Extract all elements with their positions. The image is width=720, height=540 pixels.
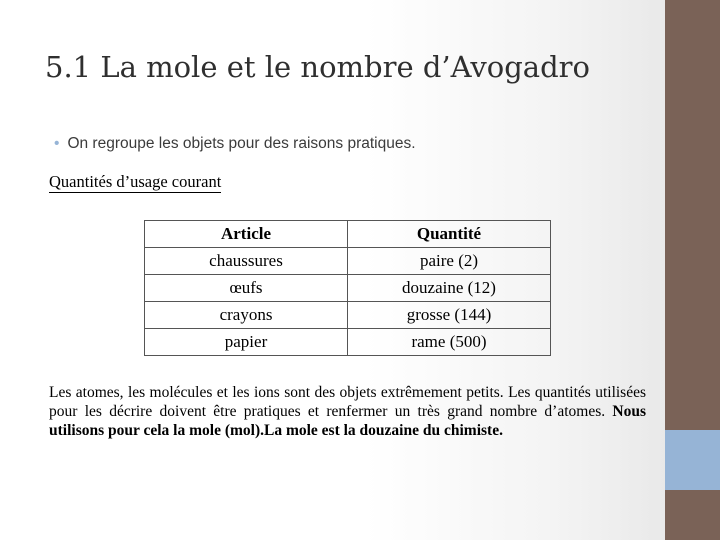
- header-quantite: Quantité: [348, 221, 551, 248]
- table-header-row: [145, 221, 551, 248]
- bullet-text: On regroupe les objets pour des raisons pratiques.: [67, 135, 416, 152]
- table-cell-article: œufs: [145, 275, 348, 302]
- paragraph-text: Les atomes, les molécules et les ions sont des objets extrêmement petits. Les quantités utilisées pour les décrire doivent être pratiques et renfermer un très grand nombre d’atomes.: [49, 384, 646, 420]
- table-heading: [49, 172, 221, 192]
- table-row: [145, 248, 551, 275]
- bullet-item: [54, 135, 416, 153]
- table-row: [145, 275, 551, 302]
- table-cell-article: crayons: [145, 302, 348, 329]
- table-cell-article: chaussures: [145, 248, 348, 275]
- slide-title: 5.1 La mole et le nombre d’Avogadro: [45, 50, 590, 84]
- table-cell-article: papier: [145, 329, 348, 356]
- heading-underline: [49, 192, 221, 193]
- table-cell-quantite: rame (500): [348, 329, 551, 356]
- body-paragraph: [49, 383, 646, 440]
- paragraph-bold-text: Nous utilisons pour cela la mole (mol).La mole est la douzaine du chimiste.: [49, 403, 646, 439]
- bullet-dot-icon: •: [54, 135, 60, 152]
- table-cell-quantite: grosse (144): [348, 302, 551, 329]
- accent-block: [665, 430, 720, 490]
- right-sidebar: [665, 0, 720, 540]
- table-row: [145, 329, 551, 356]
- table-cell-quantite: paire (2): [348, 248, 551, 275]
- table-row: [145, 302, 551, 329]
- header-article: Article: [145, 221, 348, 248]
- table-cell-quantite: douzaine (12): [348, 275, 551, 302]
- table-heading-text: Quantités d’usage courant: [49, 172, 222, 191]
- quantities-table: [144, 220, 551, 356]
